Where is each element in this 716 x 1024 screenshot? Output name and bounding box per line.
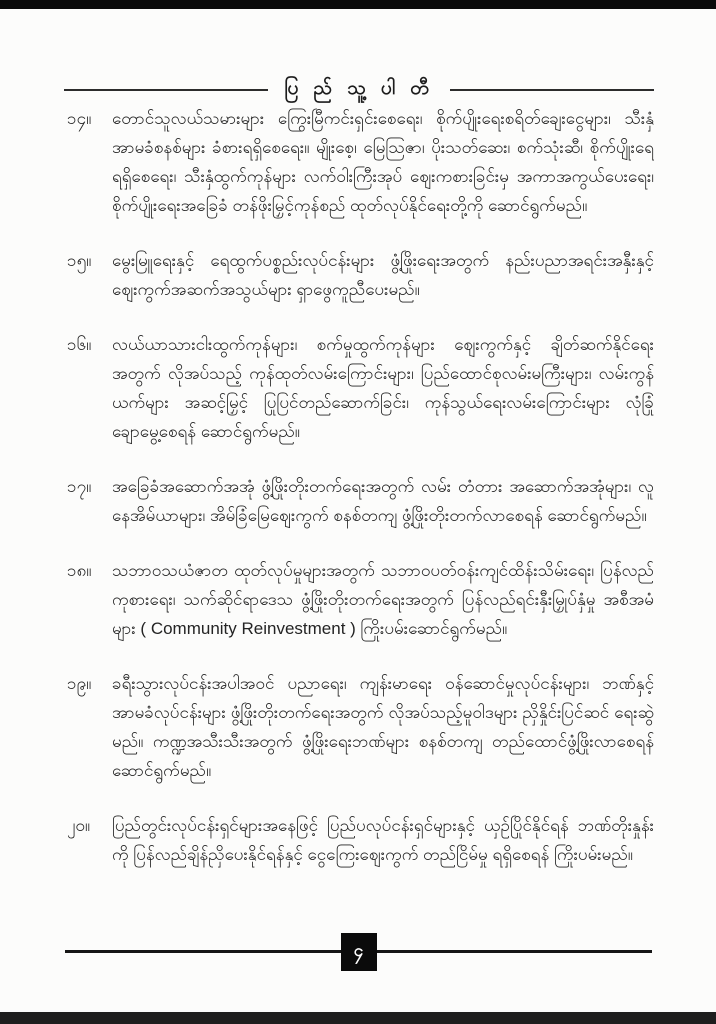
paragraph-16 [67,330,654,446]
paragraph-number: ၁၈။ [67,561,92,580]
page-footer [65,933,652,971]
page-number: ၄ [353,940,364,960]
document-body [67,104,654,926]
paragraph-19 [67,669,654,785]
paragraph-number: ၂၀။ [67,816,91,835]
paragraph-text: တောင်သူလယ်သမားများ ကြွေးမြီကင်းရှင်းစေရေး၊ စိုက်ပျိုးရေးစရိတ်ချေးငွေများ၊ သီးနှံအာမခံစနစ်များ ခံစားရရှိစေရေး။ မျိုးစေ့၊ မြေဩဇာ၊ ပိုးသတ်ဆေး၊ စက်သုံးဆီ၊ စိုက်ပျိုးရေ ရရှိစေရေး၊ သီးနှံထွက်ကုန်များ လက်ဝါးကြီးအုပ် ဈေးကစားခြင်းမှ အကာအကွယ်ပေးရေး၊ စိုက်ပျိုးရေးအခြေခံ တန်ဖိုးမြှင့်ကုန်စည် ထုတ်လုပ်နိုင်ရေးတို့ကို ဆောင်ရွက်မည်။ [112,109,654,215]
paragraph-number: ၁၉။ [67,674,92,693]
paragraph-text: ခရီးသွားလုပ်ငန်းအပါအဝင် ပညာရေး၊ ကျန်းမာရေး ဝန်ဆောင်မှုလုပ်ငန်းများ၊ ဘဏ်နှင့် အာမခံလုပ်ငန်းများ ဖွံ့ဖြိုးတိုးတက်ရေးအတွက် လိုအပ်သည့်မူဝါဒများ ညှိနှိုင်းပြင်ဆင် ရေးဆွဲမည်။ ကဏ္ဍအသီးသီးအတွက် ဖွံ့ဖြိုးရေးဘဏ်များ စနစ်တကျ တည်ထောင်ဖွံ့ဖြိုးလာစေရန် ဆောင်ရွက်မည်။ [112,674,654,780]
page-header [64,76,654,104]
paragraph-number: ၁၆။ [67,335,92,354]
paragraph-17 [67,472,654,530]
paragraph-number: ၁၅။ [67,251,92,270]
paragraph-text: ပြည်တွင်းလုပ်ငန်းရှင်များအနေဖြင့် ပြည်ပလုပ်ငန်းရှင်များနှင့် ယှဉ်ပြိုင်နိုင်ရန် ဘဏ်တိုးနှုန်းကို ပြန်လည်ချိန်ညှိပေးနိုင်ရန်နှင့် ငွေကြေးဈေးကွက် တည်ငြိမ်မှု ရရှိစေရန် ကြိုးပမ်းမည်။ [112,816,654,864]
paragraph-18 [67,556,654,643]
header-rule-left [64,89,268,91]
page-number-box [341,933,377,971]
header-rule-right [450,89,654,91]
page-title: ပြ ည် သူ့ ပါ တီ [284,78,434,99]
paragraph-number: ၁၇။ [67,477,92,496]
paragraph-text: သဘာဝသယံဇာတ ထုတ်လုပ်မှုများအတွက် သဘာဝပတ်ဝန်းကျင်ထိန်းသိမ်းရေး၊ ပြန်လည်ကုစားရေး၊ သက်ဆိုင်ရာဒေသ ဖွံ့ဖြိုးတိုးတက်ရေးအတွက် ပြန်လည်ရင်းနှီးမြှုပ်နှံမှု အစီအမံများ ( Community Reinvestment ) ကြိုးပမ်းဆောင်ရွက်မည်။ [112,561,654,638]
paragraph-text: မွေးမြူရေးနှင့် ရေထွက်ပစ္စည်းလုပ်ငန်းများ ဖွံ့ဖြိုးရေးအတွက် နည်းပညာအရင်းအနှီးနှင့် ဈေးကွက်အဆက်အသွယ်များ ရှာဖွေကူညီပေးမည်။ [112,251,654,299]
paragraph-text: အခြေခံအဆောက်အအုံ ဖွံ့ဖြိုးတိုးတက်ရေးအတွက် လမ်း တံတား အဆောက်အအုံများ၊ လူနေအိမ်ယာများ၊ အိမ်ခြံမြေဈေးကွက် စနစ်တကျ ဖွံ့ဖြိုးတိုးတက်လာစေရန် ဆောင်ရွက်မည်။ [112,477,654,525]
paragraph-14 [67,104,654,220]
paragraph-15 [67,246,654,304]
top-edge-bar [0,0,716,9]
paragraph-text: လယ်ယာသားငါးထွက်ကုန်များ၊ စက်မှုထွက်ကုန်များ ဈေးကွက်နှင့် ချိတ်ဆက်နိုင်ရေးအတွက် လိုအပ်သည့် ကုန်ထုတ်လမ်းကြောင်းများ၊ ပြည်ထောင်စုလမ်းမကြီးများ၊ လမ်းကွန်ယက်များ အဆင့်မြှင့် ပြုပြင်တည်ဆောက်ခြင်း၊ ကုန်သွယ်ရေးလမ်းကြောင်းများ လုံခြုံချောမွေ့စေရန် ဆောင်ရွက်မည်။ [112,335,654,441]
paragraph-20 [67,811,654,869]
bottom-edge-bar [0,1012,716,1024]
paragraph-number: ၁၄။ [67,109,92,128]
